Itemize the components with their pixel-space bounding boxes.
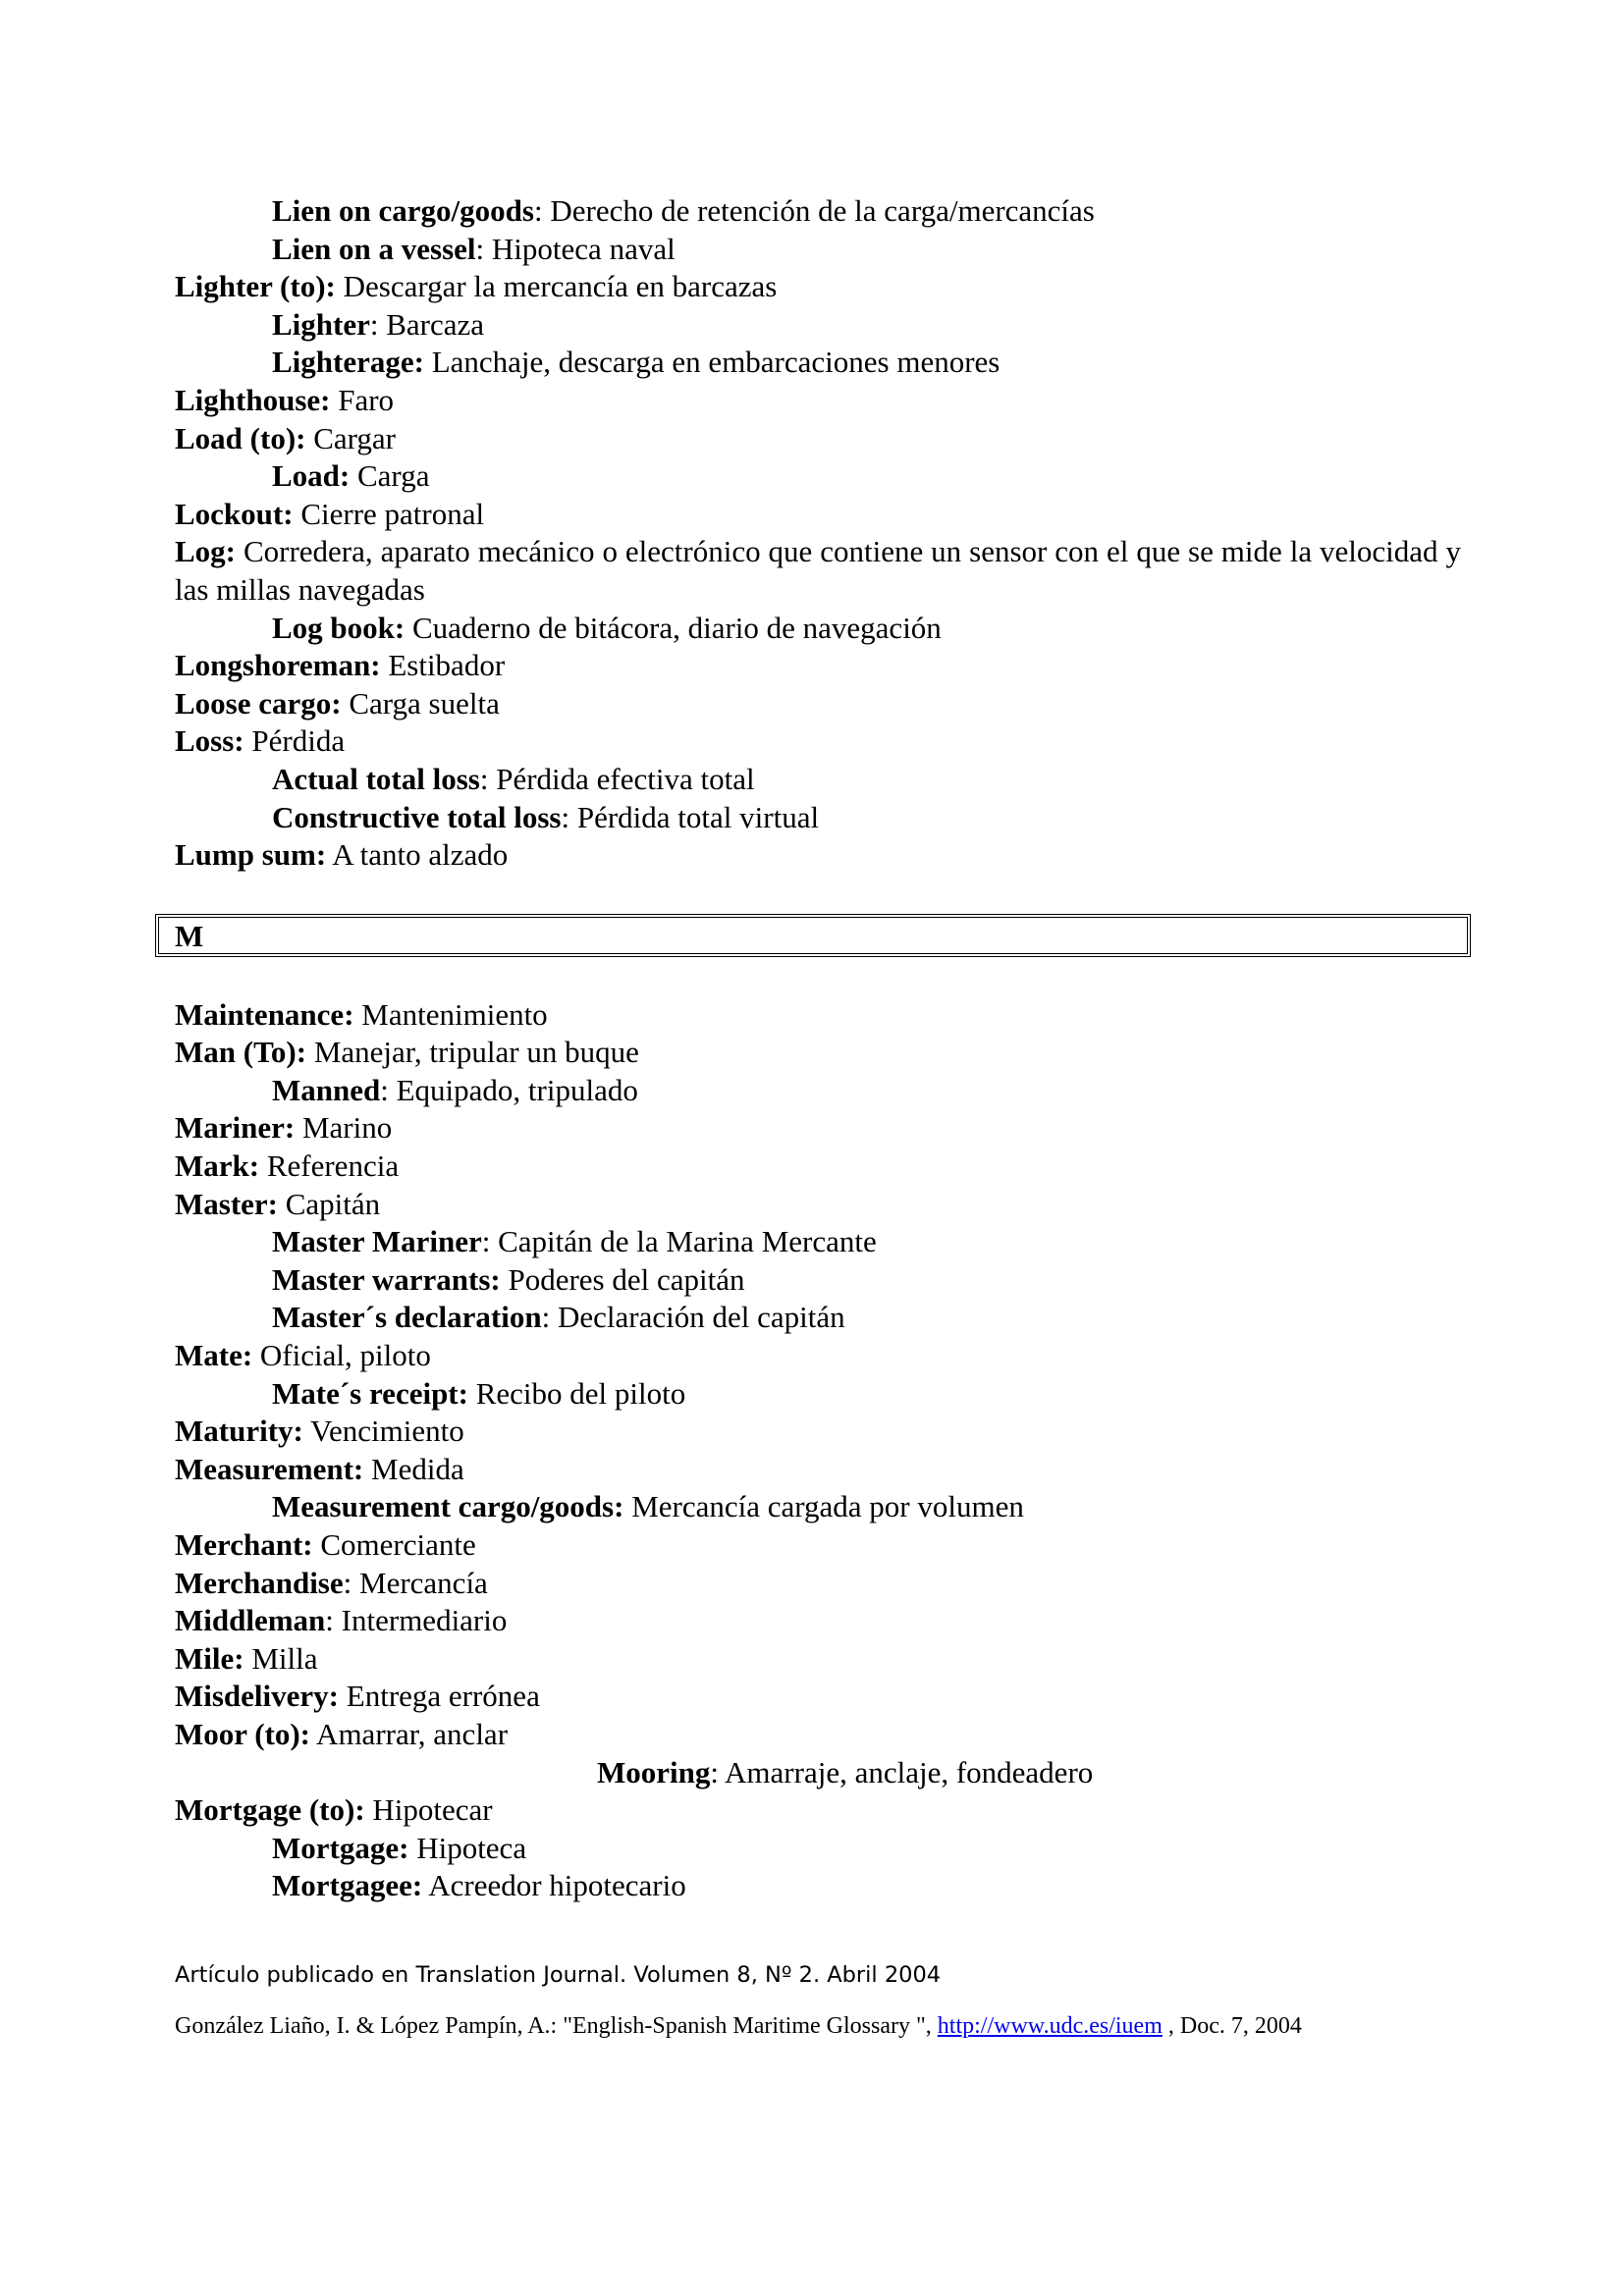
entry-definition: Cuaderno de bitácora, diario de navegación: [405, 610, 942, 645]
glossary-entry: [175, 610, 1461, 648]
glossary-entry: [175, 457, 1461, 496]
glossary-entry: [175, 1716, 1461, 1754]
glossary-entry: [175, 1791, 1461, 1830]
entry-definition: Cargar: [305, 420, 397, 455]
entry-definition: Hipotecar: [364, 1792, 493, 1828]
section-heading-letter: M: [175, 918, 204, 953]
citation-doc: , Doc. 7, 2004: [1162, 2012, 1302, 2039]
entry-separator: :: [475, 231, 485, 266]
entry-term: Misdelivery:: [175, 1679, 340, 1714]
glossary-entry: [175, 1413, 1461, 1451]
entry-separator: :: [541, 1300, 551, 1335]
glossary-entry: [175, 1034, 1461, 1072]
entry-term: Merchandise: [175, 1565, 344, 1600]
entry-term: Lighterage:: [272, 345, 424, 380]
entry-definition: Hipoteca: [408, 1830, 527, 1865]
entry-definition: Pérdida: [243, 723, 346, 759]
glossary-entry: [175, 268, 1461, 306]
glossary-list-l: [175, 192, 1461, 875]
glossary-entry: [175, 344, 1461, 382]
citation-link[interactable]: http://www.udc.es/iuem: [937, 2012, 1163, 2039]
entry-definition: Descargar la mercancía en barcazas: [335, 269, 778, 304]
glossary-entry: [175, 1337, 1461, 1375]
entry-definition: Pérdida efectiva total: [488, 761, 755, 796]
glossary-entry: [175, 420, 1461, 458]
entry-definition: Estibador: [380, 648, 506, 683]
glossary-entry: [175, 1526, 1461, 1565]
entry-separator: :: [561, 799, 570, 834]
citation: [175, 2011, 1451, 2041]
entry-term: Master:: [175, 1186, 278, 1221]
entry-definition: Capitán: [278, 1186, 381, 1221]
entry-separator: :: [343, 1565, 352, 1600]
glossary-entry: [175, 1754, 1461, 1792]
entry-definition: Cierre patronal: [293, 496, 485, 531]
glossary-entry: [175, 1451, 1461, 1489]
entry-definition: Marino: [295, 1110, 393, 1146]
glossary-entry: [175, 382, 1461, 420]
glossary-entry: [175, 1148, 1461, 1186]
entry-term: Measurement:: [175, 1451, 364, 1486]
glossary-entry: [175, 647, 1461, 685]
entry-definition: Barcaza: [378, 306, 485, 342]
glossary-entry: [175, 1186, 1461, 1224]
publication-note: Artículo publicado en Translation Journal. Volumen 8, Nº 2. Abril 2004: [175, 1961, 942, 1988]
entry-term: Lockout:: [175, 496, 294, 531]
entry-term: Log:: [175, 534, 236, 569]
entry-term: Lien on a vessel: [272, 231, 476, 266]
glossary-entry: [175, 496, 1461, 534]
entry-term: Mortgagee:: [272, 1868, 423, 1903]
entry-term: Lighter: [272, 306, 370, 342]
entry-definition: Pérdida total virtual: [569, 799, 820, 834]
entry-term: Actual total loss: [272, 761, 480, 796]
glossary-entry: [175, 1830, 1461, 1868]
entry-term: Lump sum:: [175, 837, 327, 873]
entry-term: Middleman: [175, 1603, 326, 1638]
entry-definition: Recibo del piloto: [467, 1375, 686, 1411]
entry-definition: Carga: [350, 458, 430, 494]
entry-term: Man (To):: [175, 1035, 307, 1070]
glossary-entry: [175, 761, 1461, 799]
entry-definition: Amarraje, anclaje, fondeadero: [719, 1754, 1094, 1789]
entry-separator: :: [533, 193, 543, 228]
entry-term: Mortgage (to):: [175, 1792, 365, 1828]
glossary-entry: [175, 306, 1461, 345]
entry-definition: Acreedor hipotecario: [422, 1868, 686, 1903]
entry-definition: Manejar, tripular un buque: [306, 1035, 639, 1070]
glossary-entry: [175, 685, 1461, 723]
entry-term: Mooring: [597, 1754, 711, 1789]
glossary-entry: [175, 996, 1461, 1035]
entry-term: Lighter (to):: [175, 269, 336, 304]
glossary-page: [175, 192, 1461, 2041]
entry-separator: :: [481, 1224, 491, 1259]
glossary-entry: [175, 1072, 1461, 1110]
glossary-entry: [175, 1261, 1461, 1300]
entry-term: Mariner:: [175, 1110, 296, 1146]
glossary-entry: [175, 1678, 1461, 1716]
entry-definition: Medida: [363, 1451, 464, 1486]
entry-term: Loss:: [175, 723, 244, 759]
entry-definition: Hipoteca naval: [484, 231, 676, 266]
entry-separator: :: [369, 306, 379, 342]
entry-term: Longshoreman:: [175, 648, 381, 683]
entry-separator: :: [380, 1072, 389, 1107]
glossary-entry: [175, 1488, 1461, 1526]
glossary-entry: [175, 1602, 1461, 1640]
entry-separator: :: [325, 1603, 334, 1638]
entry-term: Maturity:: [175, 1414, 303, 1449]
entry-definition: Milla: [243, 1640, 318, 1676]
entry-definition: Corredera, aparato mecánico o electrónico que contiene un sensor con el que se mide la velocidad y las millas navegadas: [175, 534, 1461, 607]
entry-definition: Derecho de retención de la carga/mercancías: [542, 193, 1095, 228]
entry-definition: Intermediario: [333, 1603, 508, 1638]
glossary-entry: [175, 1640, 1461, 1679]
entry-term: Merchant:: [175, 1527, 313, 1562]
entry-definition: Mantenimiento: [353, 996, 548, 1032]
entry-term: Mile:: [175, 1640, 244, 1676]
entry-term: Moor (to):: [175, 1716, 311, 1751]
entry-term: Load (to):: [175, 420, 306, 455]
glossary-entry: [175, 722, 1461, 761]
entry-term: Log book:: [272, 610, 406, 645]
glossary-entry: [175, 192, 1461, 231]
entry-definition: Equipado, tripulado: [388, 1072, 638, 1107]
entry-definition: Poderes del capitán: [500, 1261, 745, 1297]
citation-authors: González Liaño, I. & López Pampín, A.: "English-Spanish Maritime Glossary ",: [175, 2012, 938, 2039]
entry-definition: Faro: [330, 382, 395, 417]
entry-term: Load:: [272, 458, 351, 494]
entry-separator: :: [479, 761, 489, 796]
entry-term: Lien on cargo/goods: [272, 193, 534, 228]
glossary-entry: [175, 533, 1461, 609]
glossary-entry: [175, 1375, 1461, 1414]
entry-term: Master warrants:: [272, 1261, 501, 1297]
entry-definition: Capitán de la Marina Mercante: [490, 1224, 877, 1259]
entry-term: Lighthouse:: [175, 382, 331, 417]
entry-term: Mate´s receipt:: [272, 1375, 468, 1411]
entry-definition: Referencia: [259, 1148, 400, 1184]
entry-definition: Vencimiento: [302, 1414, 464, 1449]
entry-definition: Comerciante: [312, 1527, 476, 1562]
entry-term: Mate:: [175, 1338, 253, 1373]
entry-term: Loose cargo:: [175, 685, 342, 721]
glossary-entry: [175, 231, 1461, 269]
section-heading-box: [155, 914, 1471, 957]
entry-definition: Lanchaje, descarga en embarcaciones menores: [423, 345, 1001, 380]
entry-definition: Carga suelta: [341, 685, 500, 721]
entry-term: Mark:: [175, 1148, 260, 1184]
entry-term: Maintenance:: [175, 996, 354, 1032]
glossary-entry: [175, 1565, 1461, 1603]
entry-definition: Mercancía: [352, 1565, 488, 1600]
entry-definition: Entrega errónea: [339, 1679, 540, 1714]
entry-definition: Oficial, piloto: [252, 1338, 431, 1373]
entry-term: Master Mariner: [272, 1224, 482, 1259]
glossary-entry: [175, 799, 1461, 837]
glossary-entry: [175, 1109, 1461, 1148]
entry-term: Mortgage:: [272, 1830, 409, 1865]
glossary-entry: [175, 1223, 1461, 1261]
glossary-entry: [175, 1867, 1461, 1905]
glossary-list-m: [175, 996, 1461, 1905]
entry-term: Master´s declaration: [272, 1300, 542, 1335]
entry-definition: A tanto alzado: [326, 837, 509, 873]
entry-definition: Mercancía cargada por volumen: [623, 1489, 1024, 1524]
entry-term: Manned: [272, 1072, 381, 1107]
glossary-entry: [175, 1299, 1461, 1337]
entry-term: Measurement cargo/goods:: [272, 1489, 624, 1524]
glossary-entry: [175, 836, 1461, 875]
entry-separator: :: [710, 1754, 719, 1789]
entry-term: Constructive total loss: [272, 799, 562, 834]
entry-definition: Amarrar, anclar: [310, 1716, 509, 1751]
entry-definition: Declaración del capitán: [550, 1300, 845, 1335]
